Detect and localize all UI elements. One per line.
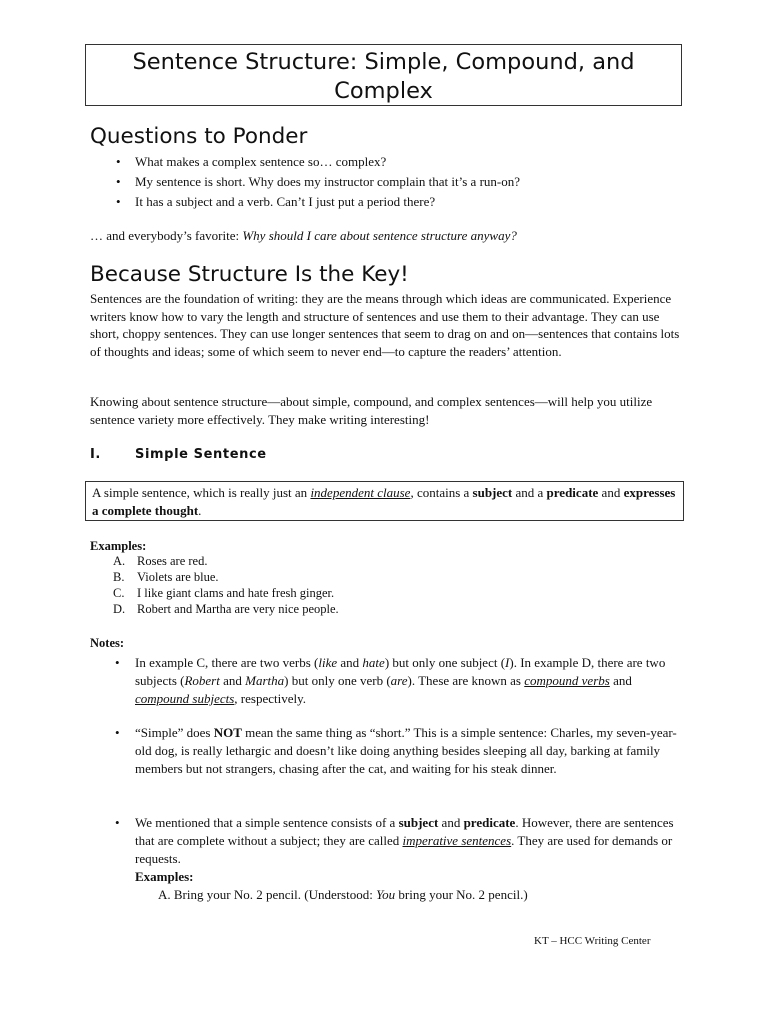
note-text: In example C, there are two verbs (like and hate) but only one subject (I). In example D, there are two subjects (Robert and Martha) but only one verb (are). These are known as compound verbs and compound subjects, respectively.	[135, 655, 666, 706]
list-marker: B.	[113, 570, 125, 584]
definition-text: and	[598, 485, 624, 500]
definition-text: .	[198, 503, 202, 518]
imperative-example: A. Bring your No. 2 pencil. (Understood: You bring your No. 2 pencil.)	[158, 887, 528, 902]
structure-paragraph-2: Knowing about sentence structure—about simple, compound, and complex sentences—will help you utilize sentence variety more effectively. They make writing interesting!	[90, 394, 653, 427]
example-text: Robert and Martha are very nice people.	[137, 602, 339, 616]
list-item: • What makes a complex sentence so… complex?	[108, 152, 520, 172]
definition-text: , contains a	[410, 485, 473, 500]
example-text: I like giant clams and hate fresh ginger.	[137, 586, 335, 600]
examples-list	[110, 553, 339, 617]
bullet-icon: •	[115, 655, 120, 670]
note-item	[108, 654, 688, 708]
section-heading-simple-sentence	[90, 446, 267, 464]
section-title: Simple Sentence	[135, 447, 267, 462]
list-item: • It has a subject and a verb. Can’t I just put a period there?	[108, 192, 520, 212]
examples-label: Examples:	[90, 539, 147, 553]
list-marker: C.	[113, 586, 125, 600]
list-marker: A.	[113, 554, 126, 568]
list-item	[110, 585, 339, 601]
note-text: “Simple” does NOT mean the same thing as “short.” This is a simple sentence: Charles, my seven-year-old dog, is really lethargic and doesn’t like doing anything besides sleeping all day, barking at family members but not strangers, chasing after the cat, and waiting for his steak dinner.	[135, 725, 677, 776]
section-number: I.	[90, 447, 101, 462]
example-text: Violets are blue.	[137, 570, 219, 584]
example-text: Roses are red.	[137, 554, 208, 568]
definition-text: and a	[512, 485, 547, 500]
term-predicate: predicate	[546, 485, 599, 500]
structure-heading: Because Structure Is the Key!	[90, 262, 409, 287]
favorite-question-line	[90, 227, 517, 245]
structure-paragraph-1: Sentences are the foundation of writing: they are the means through which ideas are communicated. Experience writers know how to vary the length and structure of sentences and use them to their advantage. They can use short, choppy sentences. They can use longer sentences that seem to drag on and on—sentences that contains lots of thoughts and ideas; some of which seem to never end—to capture the readers’ attention.	[90, 291, 680, 359]
bullet-icon: •	[115, 815, 120, 830]
definition-text: A simple sentence, which is really just an	[92, 485, 311, 500]
list-item	[110, 601, 339, 617]
list-item: • My sentence is short. Why does my instructor complain that it’s a run-on?	[108, 172, 520, 192]
favorite-question: Why should I care about sentence structure anyway?	[242, 228, 517, 243]
page-footer: KT – HCC Writing Center	[534, 935, 651, 947]
list-marker: D.	[113, 602, 126, 616]
note-item	[108, 814, 688, 904]
favorite-prefix: … and everybody’s favorite:	[90, 228, 243, 243]
note-item	[108, 724, 688, 778]
term-complete-thought: expresses a complete thought	[92, 485, 676, 518]
list-item	[110, 569, 339, 585]
questions-heading: Questions to Ponder	[90, 124, 308, 149]
notes-label: Notes:	[90, 636, 125, 650]
imperative-examples-label: Examples:	[135, 869, 194, 884]
term-subject: subject	[472, 485, 513, 500]
term-imperative-sentences: imperative sentences	[402, 833, 512, 848]
definition-box	[85, 481, 684, 521]
term-compound-verbs: compound verbs	[524, 673, 610, 688]
term-compound-subjects: compound subjects	[135, 691, 235, 706]
questions-list	[108, 152, 520, 212]
term-independent-clause: independent clause	[310, 485, 411, 500]
list-item	[110, 553, 339, 569]
note-text: We mentioned that a simple sentence consists of a subject and predicate. However, there are sentences that are complete without a subject; they are called imperative sentences. They are used for demands or requests.	[135, 815, 674, 866]
document-title: Sentence Structure: Simple, Compound, and Complex	[85, 44, 682, 106]
bullet-icon: •	[115, 725, 120, 740]
